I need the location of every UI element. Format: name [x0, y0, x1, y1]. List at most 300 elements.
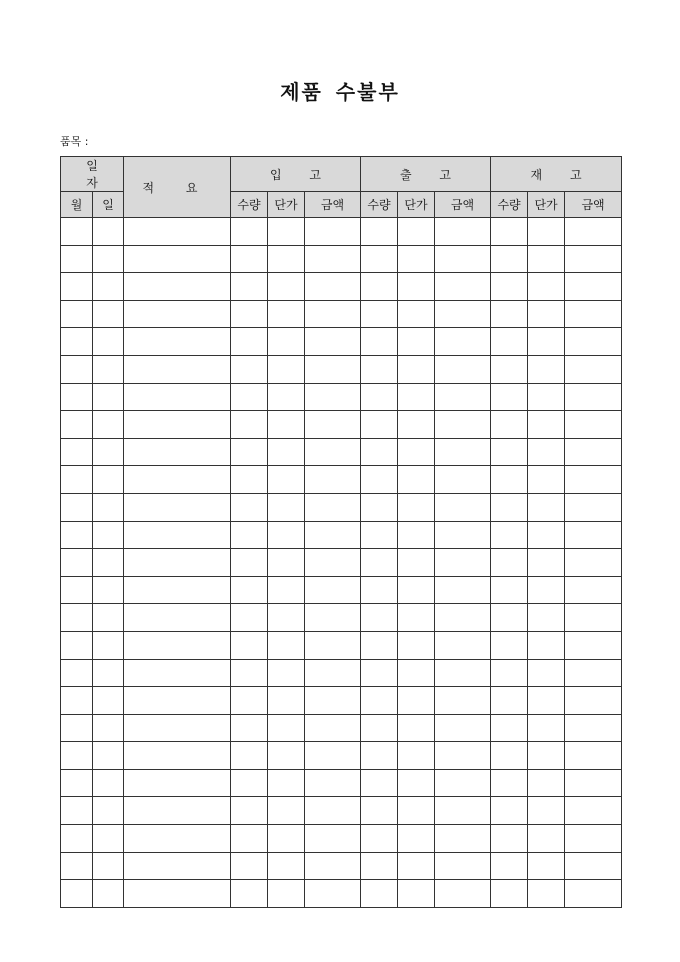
table-cell[interactable]	[491, 742, 528, 770]
table-cell[interactable]	[435, 328, 491, 356]
table-cell[interactable]	[435, 631, 491, 659]
table-cell[interactable]	[93, 797, 124, 825]
table-cell[interactable]	[398, 466, 435, 494]
table-cell[interactable]	[565, 769, 622, 797]
table-cell[interactable]	[528, 438, 565, 466]
table-cell[interactable]	[435, 493, 491, 521]
table-cell[interactable]	[435, 466, 491, 494]
table-cell[interactable]	[61, 687, 93, 715]
table-cell[interactable]	[231, 383, 268, 411]
table-cell[interactable]	[361, 797, 398, 825]
table-cell[interactable]	[528, 273, 565, 301]
table-cell[interactable]	[398, 383, 435, 411]
table-cell[interactable]	[124, 631, 231, 659]
table-cell[interactable]	[61, 880, 93, 908]
table-cell[interactable]	[491, 355, 528, 383]
table-cell[interactable]	[361, 769, 398, 797]
table-cell[interactable]	[398, 355, 435, 383]
table-cell[interactable]	[93, 300, 124, 328]
table-cell[interactable]	[305, 769, 361, 797]
table-cell[interactable]	[93, 576, 124, 604]
table-cell[interactable]	[61, 438, 93, 466]
table-cell[interactable]	[61, 300, 93, 328]
table-cell[interactable]	[61, 245, 93, 273]
table-cell[interactable]	[435, 714, 491, 742]
table-cell[interactable]	[491, 245, 528, 273]
table-cell[interactable]	[565, 466, 622, 494]
table-cell[interactable]	[528, 687, 565, 715]
table-cell[interactable]	[528, 493, 565, 521]
table-cell[interactable]	[124, 521, 231, 549]
table-cell[interactable]	[305, 273, 361, 301]
table-cell[interactable]	[305, 383, 361, 411]
table-cell[interactable]	[124, 769, 231, 797]
table-cell[interactable]	[93, 880, 124, 908]
table-cell[interactable]	[231, 273, 268, 301]
table-cell[interactable]	[124, 714, 231, 742]
table-cell[interactable]	[61, 355, 93, 383]
table-cell[interactable]	[93, 687, 124, 715]
table-cell[interactable]	[491, 797, 528, 825]
table-cell[interactable]	[61, 576, 93, 604]
table-cell[interactable]	[565, 300, 622, 328]
table-cell[interactable]	[435, 880, 491, 908]
table-cell[interactable]	[361, 438, 398, 466]
table-cell[interactable]	[528, 742, 565, 770]
table-cell[interactable]	[435, 383, 491, 411]
table-cell[interactable]	[305, 687, 361, 715]
table-cell[interactable]	[528, 383, 565, 411]
table-cell[interactable]	[435, 687, 491, 715]
table-cell[interactable]	[124, 880, 231, 908]
table-cell[interactable]	[231, 604, 268, 632]
table-cell[interactable]	[398, 769, 435, 797]
table-cell[interactable]	[93, 604, 124, 632]
table-cell[interactable]	[361, 714, 398, 742]
table-cell[interactable]	[565, 438, 622, 466]
table-cell[interactable]	[435, 769, 491, 797]
table-cell[interactable]	[528, 604, 565, 632]
table-cell[interactable]	[528, 245, 565, 273]
table-cell[interactable]	[565, 825, 622, 853]
table-cell[interactable]	[361, 328, 398, 356]
table-cell[interactable]	[491, 300, 528, 328]
table-cell[interactable]	[565, 355, 622, 383]
table-cell[interactable]	[124, 687, 231, 715]
table-cell[interactable]	[491, 769, 528, 797]
table-cell[interactable]	[268, 742, 305, 770]
table-cell[interactable]	[124, 328, 231, 356]
table-cell[interactable]	[565, 328, 622, 356]
table-cell[interactable]	[565, 687, 622, 715]
table-cell[interactable]	[491, 411, 528, 439]
table-cell[interactable]	[398, 825, 435, 853]
table-cell[interactable]	[61, 521, 93, 549]
table-cell[interactable]	[61, 825, 93, 853]
table-cell[interactable]	[528, 880, 565, 908]
table-cell[interactable]	[305, 852, 361, 880]
table-cell[interactable]	[305, 466, 361, 494]
table-cell[interactable]	[61, 466, 93, 494]
table-cell[interactable]	[268, 797, 305, 825]
table-cell[interactable]	[361, 411, 398, 439]
table-cell[interactable]	[491, 438, 528, 466]
table-cell[interactable]	[361, 383, 398, 411]
table-cell[interactable]	[305, 245, 361, 273]
table-cell[interactable]	[305, 659, 361, 687]
table-cell[interactable]	[398, 438, 435, 466]
table-cell[interactable]	[93, 245, 124, 273]
table-cell[interactable]	[491, 466, 528, 494]
table-cell[interactable]	[231, 631, 268, 659]
table-cell[interactable]	[305, 797, 361, 825]
table-cell[interactable]	[268, 852, 305, 880]
table-cell[interactable]	[61, 714, 93, 742]
table-cell[interactable]	[61, 549, 93, 577]
table-cell[interactable]	[231, 218, 268, 246]
table-cell[interactable]	[93, 438, 124, 466]
table-cell[interactable]	[268, 411, 305, 439]
table-cell[interactable]	[491, 576, 528, 604]
table-cell[interactable]	[398, 852, 435, 880]
table-cell[interactable]	[231, 521, 268, 549]
table-cell[interactable]	[124, 576, 231, 604]
table-cell[interactable]	[398, 300, 435, 328]
table-cell[interactable]	[124, 411, 231, 439]
table-cell[interactable]	[305, 549, 361, 577]
table-cell[interactable]	[435, 355, 491, 383]
table-cell[interactable]	[398, 797, 435, 825]
table-cell[interactable]	[61, 852, 93, 880]
table-cell[interactable]	[268, 438, 305, 466]
table-cell[interactable]	[268, 880, 305, 908]
table-cell[interactable]	[124, 383, 231, 411]
table-cell[interactable]	[124, 742, 231, 770]
table-cell[interactable]	[93, 218, 124, 246]
table-cell[interactable]	[305, 521, 361, 549]
table-cell[interactable]	[361, 880, 398, 908]
table-cell[interactable]	[93, 466, 124, 494]
table-cell[interactable]	[93, 769, 124, 797]
table-cell[interactable]	[268, 769, 305, 797]
table-cell[interactable]	[398, 576, 435, 604]
table-cell[interactable]	[398, 218, 435, 246]
table-cell[interactable]	[268, 466, 305, 494]
table-cell[interactable]	[435, 411, 491, 439]
table-cell[interactable]	[435, 438, 491, 466]
table-cell[interactable]	[124, 466, 231, 494]
table-cell[interactable]	[93, 714, 124, 742]
table-cell[interactable]	[268, 273, 305, 301]
table-cell[interactable]	[398, 328, 435, 356]
table-cell[interactable]	[435, 604, 491, 632]
table-cell[interactable]	[61, 604, 93, 632]
table-cell[interactable]	[305, 300, 361, 328]
table-cell[interactable]	[565, 576, 622, 604]
table-cell[interactable]	[565, 411, 622, 439]
table-cell[interactable]	[565, 631, 622, 659]
table-cell[interactable]	[361, 521, 398, 549]
table-cell[interactable]	[231, 825, 268, 853]
table-cell[interactable]	[565, 880, 622, 908]
table-cell[interactable]	[61, 273, 93, 301]
table-cell[interactable]	[231, 687, 268, 715]
table-cell[interactable]	[231, 300, 268, 328]
table-cell[interactable]	[231, 549, 268, 577]
table-cell[interactable]	[61, 218, 93, 246]
table-cell[interactable]	[231, 466, 268, 494]
table-cell[interactable]	[361, 355, 398, 383]
table-cell[interactable]	[61, 742, 93, 770]
table-cell[interactable]	[231, 576, 268, 604]
table-cell[interactable]	[491, 273, 528, 301]
table-cell[interactable]	[565, 549, 622, 577]
table-cell[interactable]	[61, 411, 93, 439]
table-cell[interactable]	[528, 355, 565, 383]
table-cell[interactable]	[528, 521, 565, 549]
table-cell[interactable]	[435, 300, 491, 328]
table-cell[interactable]	[565, 493, 622, 521]
table-cell[interactable]	[305, 411, 361, 439]
table-cell[interactable]	[565, 273, 622, 301]
table-cell[interactable]	[398, 273, 435, 301]
table-cell[interactable]	[528, 218, 565, 246]
table-cell[interactable]	[124, 852, 231, 880]
table-cell[interactable]	[491, 825, 528, 853]
table-cell[interactable]	[528, 797, 565, 825]
table-cell[interactable]	[435, 521, 491, 549]
table-cell[interactable]	[491, 714, 528, 742]
table-cell[interactable]	[268, 328, 305, 356]
table-cell[interactable]	[231, 714, 268, 742]
table-cell[interactable]	[268, 549, 305, 577]
table-cell[interactable]	[528, 411, 565, 439]
table-cell[interactable]	[528, 659, 565, 687]
table-cell[interactable]	[528, 466, 565, 494]
table-cell[interactable]	[268, 218, 305, 246]
table-cell[interactable]	[124, 549, 231, 577]
table-cell[interactable]	[565, 604, 622, 632]
table-cell[interactable]	[565, 521, 622, 549]
table-cell[interactable]	[61, 493, 93, 521]
table-cell[interactable]	[435, 659, 491, 687]
table-cell[interactable]	[231, 852, 268, 880]
table-cell[interactable]	[361, 604, 398, 632]
table-cell[interactable]	[361, 659, 398, 687]
table-cell[interactable]	[491, 218, 528, 246]
table-cell[interactable]	[93, 852, 124, 880]
table-cell[interactable]	[491, 687, 528, 715]
table-cell[interactable]	[491, 521, 528, 549]
table-cell[interactable]	[491, 880, 528, 908]
table-cell[interactable]	[491, 493, 528, 521]
table-cell[interactable]	[93, 521, 124, 549]
table-cell[interactable]	[435, 245, 491, 273]
table-cell[interactable]	[231, 797, 268, 825]
table-cell[interactable]	[231, 411, 268, 439]
table-cell[interactable]	[491, 383, 528, 411]
table-cell[interactable]	[398, 549, 435, 577]
table-cell[interactable]	[361, 549, 398, 577]
table-cell[interactable]	[231, 880, 268, 908]
table-cell[interactable]	[268, 714, 305, 742]
table-cell[interactable]	[361, 300, 398, 328]
table-cell[interactable]	[565, 218, 622, 246]
table-cell[interactable]	[124, 355, 231, 383]
table-cell[interactable]	[231, 769, 268, 797]
table-cell[interactable]	[124, 797, 231, 825]
table-cell[interactable]	[124, 218, 231, 246]
table-cell[interactable]	[268, 604, 305, 632]
table-cell[interactable]	[231, 245, 268, 273]
table-cell[interactable]	[435, 273, 491, 301]
table-cell[interactable]	[124, 604, 231, 632]
table-cell[interactable]	[361, 245, 398, 273]
table-cell[interactable]	[124, 659, 231, 687]
table-cell[interactable]	[93, 742, 124, 770]
table-cell[interactable]	[268, 383, 305, 411]
table-cell[interactable]	[305, 328, 361, 356]
table-cell[interactable]	[305, 218, 361, 246]
table-cell[interactable]	[268, 576, 305, 604]
table-cell[interactable]	[398, 604, 435, 632]
table-cell[interactable]	[231, 355, 268, 383]
table-cell[interactable]	[361, 825, 398, 853]
table-cell[interactable]	[435, 742, 491, 770]
table-cell[interactable]	[528, 852, 565, 880]
table-cell[interactable]	[268, 493, 305, 521]
table-cell[interactable]	[93, 273, 124, 301]
table-cell[interactable]	[491, 549, 528, 577]
table-cell[interactable]	[231, 438, 268, 466]
table-cell[interactable]	[124, 438, 231, 466]
table-cell[interactable]	[435, 825, 491, 853]
table-cell[interactable]	[231, 493, 268, 521]
table-cell[interactable]	[61, 328, 93, 356]
table-cell[interactable]	[565, 852, 622, 880]
table-cell[interactable]	[361, 631, 398, 659]
table-cell[interactable]	[268, 521, 305, 549]
table-cell[interactable]	[398, 880, 435, 908]
table-cell[interactable]	[528, 714, 565, 742]
table-cell[interactable]	[93, 383, 124, 411]
table-cell[interactable]	[528, 576, 565, 604]
table-cell[interactable]	[305, 880, 361, 908]
table-cell[interactable]	[398, 742, 435, 770]
table-cell[interactable]	[361, 273, 398, 301]
table-cell[interactable]	[93, 631, 124, 659]
table-cell[interactable]	[124, 493, 231, 521]
table-cell[interactable]	[124, 825, 231, 853]
table-cell[interactable]	[124, 245, 231, 273]
table-cell[interactable]	[528, 549, 565, 577]
table-cell[interactable]	[398, 521, 435, 549]
table-cell[interactable]	[93, 493, 124, 521]
table-cell[interactable]	[231, 742, 268, 770]
table-cell[interactable]	[565, 797, 622, 825]
table-cell[interactable]	[565, 659, 622, 687]
table-cell[interactable]	[398, 245, 435, 273]
table-cell[interactable]	[361, 466, 398, 494]
table-cell[interactable]	[93, 659, 124, 687]
table-cell[interactable]	[124, 273, 231, 301]
table-cell[interactable]	[361, 218, 398, 246]
table-cell[interactable]	[268, 659, 305, 687]
table-cell[interactable]	[398, 714, 435, 742]
table-cell[interactable]	[361, 493, 398, 521]
table-cell[interactable]	[361, 687, 398, 715]
table-cell[interactable]	[61, 659, 93, 687]
table-cell[interactable]	[565, 245, 622, 273]
table-cell[interactable]	[398, 411, 435, 439]
table-cell[interactable]	[565, 742, 622, 770]
table-cell[interactable]	[268, 355, 305, 383]
table-cell[interactable]	[231, 659, 268, 687]
table-cell[interactable]	[528, 631, 565, 659]
table-cell[interactable]	[305, 576, 361, 604]
table-cell[interactable]	[528, 328, 565, 356]
table-cell[interactable]	[61, 383, 93, 411]
table-cell[interactable]	[565, 714, 622, 742]
table-cell[interactable]	[93, 355, 124, 383]
table-cell[interactable]	[268, 300, 305, 328]
table-cell[interactable]	[305, 825, 361, 853]
table-cell[interactable]	[305, 604, 361, 632]
table-cell[interactable]	[61, 631, 93, 659]
table-cell[interactable]	[398, 631, 435, 659]
table-cell[interactable]	[305, 355, 361, 383]
table-cell[interactable]	[268, 245, 305, 273]
table-cell[interactable]	[435, 576, 491, 604]
table-cell[interactable]	[435, 852, 491, 880]
table-cell[interactable]	[361, 576, 398, 604]
table-cell[interactable]	[528, 825, 565, 853]
table-cell[interactable]	[305, 714, 361, 742]
table-cell[interactable]	[61, 797, 93, 825]
table-cell[interactable]	[491, 328, 528, 356]
table-cell[interactable]	[491, 604, 528, 632]
table-cell[interactable]	[491, 852, 528, 880]
table-cell[interactable]	[268, 825, 305, 853]
table-cell[interactable]	[305, 742, 361, 770]
table-cell[interactable]	[435, 218, 491, 246]
table-cell[interactable]	[528, 300, 565, 328]
table-cell[interactable]	[305, 631, 361, 659]
table-cell[interactable]	[398, 687, 435, 715]
table-cell[interactable]	[93, 825, 124, 853]
table-cell[interactable]	[268, 687, 305, 715]
table-cell[interactable]	[491, 631, 528, 659]
table-cell[interactable]	[305, 493, 361, 521]
table-cell[interactable]	[305, 438, 361, 466]
table-cell[interactable]	[124, 300, 231, 328]
table-cell[interactable]	[491, 659, 528, 687]
table-cell[interactable]	[435, 549, 491, 577]
table-cell[interactable]	[61, 769, 93, 797]
table-cell[interactable]	[231, 328, 268, 356]
table-cell[interactable]	[93, 549, 124, 577]
table-cell[interactable]	[361, 742, 398, 770]
table-cell[interactable]	[398, 493, 435, 521]
table-cell[interactable]	[268, 631, 305, 659]
table-cell[interactable]	[528, 769, 565, 797]
table-cell[interactable]	[398, 659, 435, 687]
table-cell[interactable]	[565, 383, 622, 411]
table-cell[interactable]	[435, 797, 491, 825]
table-cell[interactable]	[93, 411, 124, 439]
table-cell[interactable]	[93, 328, 124, 356]
table-cell[interactable]	[361, 852, 398, 880]
